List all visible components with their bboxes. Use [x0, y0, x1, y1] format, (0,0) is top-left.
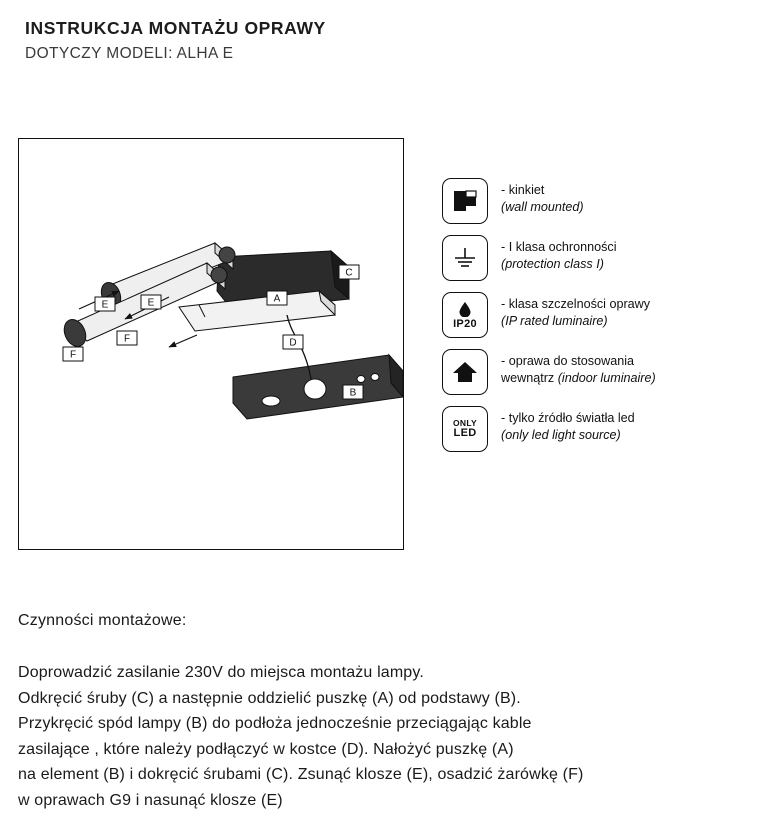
- legend-line-1: - oprawa do stosowania: [501, 354, 635, 368]
- callout-e-2: E: [101, 299, 109, 311]
- indoor-house-icon: [442, 349, 488, 395]
- page-title: INSTRUKCJA MONTAŻU OPRAWY: [25, 18, 326, 38]
- legend-item: [442, 406, 742, 452]
- callout-c: C: [345, 267, 353, 279]
- instruction-line: zasilające , które należy podłączyć w kostce (D). Nałożyć puszkę (A): [18, 740, 514, 758]
- legend-text: [501, 292, 650, 329]
- legend-item: [442, 292, 742, 338]
- instruction-line: w oprawach G9 i nasunąć klosze (E): [18, 791, 283, 809]
- legend-text: [501, 349, 656, 386]
- instruction-line: Przykręcić spód lampy (B) do podłoża jednocześnie przeciągając kable: [18, 715, 532, 732]
- assembly-diagram-box: [18, 138, 404, 550]
- instruction-line: Doprowadzić zasilanie 230V do miejsca montażu lampy.: [18, 664, 424, 681]
- callout-b: B: [349, 387, 357, 399]
- legend-text: [501, 406, 635, 443]
- ip-rating-label: IP20: [453, 317, 477, 330]
- legend-line-1: - kinkiet: [501, 183, 545, 197]
- legend-item: [442, 349, 742, 395]
- symbol-legend: [442, 178, 742, 463]
- callout-e-1: E: [147, 297, 155, 309]
- ip-rating-icon: [442, 292, 488, 338]
- legend-line-1: - I klasa ochronności: [501, 240, 617, 254]
- legend-line-2: (protection class I): [501, 256, 604, 271]
- legend-text: [501, 178, 584, 215]
- legend-line-2: (only led light source): [501, 427, 621, 442]
- legend-line-2-plain: wewnątrz: [501, 370, 558, 385]
- instruction-line: Odkręcić śruby (C) a następnie oddzielić puszkę (A) od podstawy (B).: [18, 689, 521, 707]
- only-led-label-top: ONLY: [452, 418, 478, 429]
- legend-line-2-italic: (indoor luminaire): [557, 370, 656, 385]
- instructions-heading: Czynności montażowe:: [18, 612, 187, 629]
- legend-line-2: (IP rated luminaire): [501, 313, 608, 328]
- only-led-label-bottom: LED: [453, 426, 477, 439]
- legend-item: [442, 178, 742, 224]
- instructions-text: [18, 660, 748, 813]
- assembly-diagram: [19, 139, 403, 549]
- legend-item: [442, 235, 742, 281]
- legend-line-1: - tylko źródło światła led: [501, 411, 635, 425]
- page-subtitle: DOTYCZY MODELI: ALHA E: [25, 45, 234, 62]
- protection-class-1-icon: [442, 235, 488, 281]
- mounting-base: [233, 355, 403, 419]
- legend-line-2: [501, 370, 656, 387]
- instruction-line: na element (B) i dokręcić śrubami (C). Zsunąć klosze (E), osadzić żarówkę (F): [18, 766, 584, 783]
- callout-f-1: F: [123, 333, 131, 345]
- callout-d: D: [289, 337, 297, 349]
- only-led-icon: [442, 406, 488, 452]
- legend-line-1: - klasa szczelności oprawy: [501, 297, 651, 311]
- callout-a: A: [273, 293, 281, 305]
- wall-mounted-icon: [442, 178, 488, 224]
- callout-f-2: F: [69, 349, 77, 361]
- legend-text: [501, 235, 617, 272]
- document-header: [25, 18, 725, 64]
- legend-line-2: (wall mounted): [501, 199, 584, 214]
